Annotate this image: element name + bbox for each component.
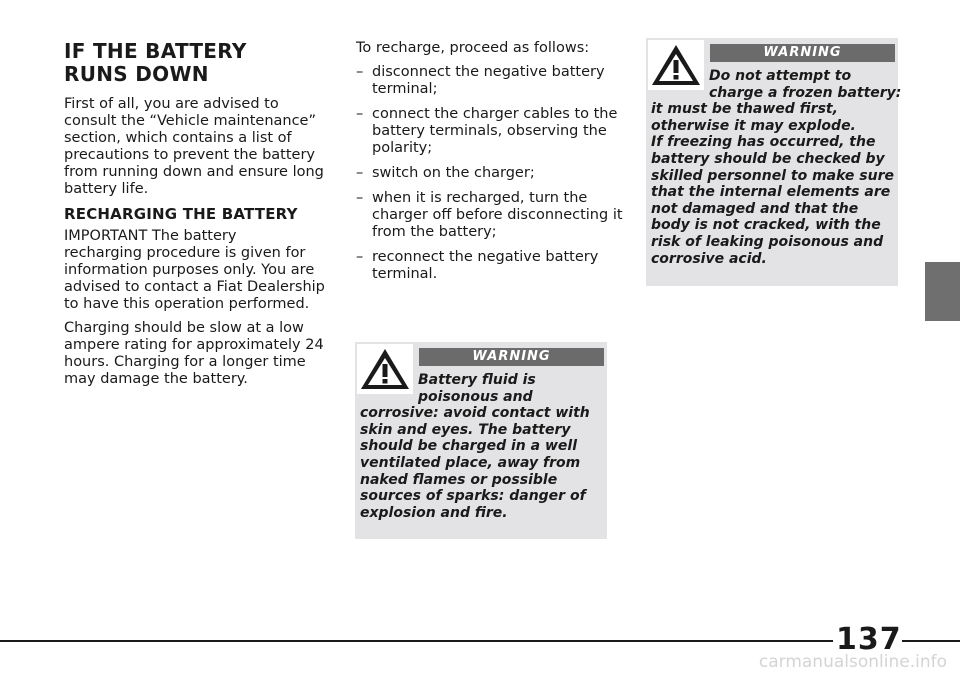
important-paragraph (64, 228, 325, 313)
left-column (64, 39, 325, 395)
text-line: precautions to prevent the battery (64, 147, 316, 163)
charging-paragraph (64, 320, 324, 388)
text-line: body is not cracked, with the (651, 217, 881, 234)
procedure-intro: To recharge, proceed as follows: (356, 40, 590, 56)
dash-bullet: – (356, 106, 364, 122)
procedure-steps (356, 64, 623, 283)
text-line: corrosive acid. (651, 250, 767, 267)
text-line: skin and eyes. The battery (360, 421, 571, 438)
warning-box-frozen-battery (646, 38, 902, 286)
text-line: when it is recharged, turn the (372, 190, 588, 206)
text-line: terminal. (372, 266, 438, 282)
watermark: carmanualsonline.info (758, 652, 947, 672)
text-line: consult the “Vehicle maintenance” (64, 113, 316, 129)
text-line: skilled personnel to make sure (651, 167, 895, 184)
warning-label: WARNING (710, 44, 895, 62)
text-line: terminal; (372, 81, 438, 97)
text-line: to have this operation performed. (64, 296, 310, 312)
dash-bullet: – (356, 190, 364, 206)
list-item (356, 64, 612, 98)
text-line: charger off before disconnecting it (372, 207, 623, 223)
list-item (356, 249, 612, 283)
text-line: charge a frozen battery: (709, 84, 902, 101)
text-line: section, which contains a list of (64, 130, 292, 146)
dash-bullet: – (356, 64, 364, 80)
text-line: risk of leaking poisonous and (651, 233, 884, 250)
title-line: RUNS DOWN (64, 62, 209, 86)
list-item (356, 165, 612, 182)
warning-text (651, 68, 902, 267)
text-line: ventilated place, away from (360, 454, 581, 471)
text-line: IMPORTANT The battery (64, 228, 237, 244)
text-line: polarity; (372, 140, 433, 156)
text-line: recharging procedure is given for (64, 245, 306, 261)
text-line: ampere rating for approximately 24 (64, 337, 324, 353)
text-line: Do not attempt to (709, 68, 852, 84)
text-line: naked flames or possible (360, 471, 558, 488)
text-line: may damage the battery. (64, 371, 248, 387)
text-line: explosion and fire. (360, 504, 508, 521)
text-line: from the battery; (372, 224, 497, 240)
text-line: disconnect the negative battery (372, 64, 605, 80)
text-line: advised to contact a Fiat Dealership (64, 279, 325, 295)
dash-bullet: – (356, 249, 364, 265)
text-line: poisonous and (418, 388, 533, 405)
subheading: RECHARGING THE BATTERY (64, 205, 298, 223)
warning-text (360, 372, 601, 521)
footer-rule (902, 640, 960, 642)
text-line: not damaged and that the (651, 200, 859, 217)
text-line: If freezing has occurred, the (651, 134, 876, 151)
warning-label: WARNING (419, 348, 604, 366)
text-line: battery should be checked by (651, 150, 885, 167)
text-line: should be charged in a well (360, 438, 577, 455)
text-line: hours. Charging for a longer time (64, 354, 306, 370)
text-line: battery life. (64, 181, 149, 197)
chapter-tab (925, 262, 960, 321)
text-line: corrosive: avoid contact with (360, 405, 590, 422)
list-item (356, 106, 618, 157)
text-line: First of all, you are advised to (64, 96, 279, 112)
page-number: 137 (836, 622, 902, 657)
warning-box-battery-fluid (355, 342, 607, 539)
text-line: from running down and ensure long (64, 164, 324, 180)
text-line: information purposes only. You are (64, 262, 315, 278)
text-line: connect the charger cables to the (372, 106, 618, 122)
text-line: Battery fluid is (418, 372, 536, 388)
text-line: switch on the charger; (372, 165, 535, 181)
text-line: sources of sparks: danger of (360, 488, 586, 505)
text-line: it must be thawed first, (651, 101, 838, 118)
footer-rule (0, 640, 833, 642)
middle-column (356, 40, 623, 291)
text-line: reconnect the negative battery (372, 249, 599, 265)
text-line: that the internal elements are (651, 184, 891, 201)
title-line: IF THE BATTERY (64, 39, 247, 63)
text-line: Charging should be slow at a low (64, 320, 304, 336)
section-title (64, 40, 320, 86)
text-line: otherwise it may explode. (651, 117, 856, 134)
list-item (356, 190, 623, 241)
dash-bullet: – (356, 165, 364, 181)
intro-paragraph (64, 96, 324, 198)
text-line: battery terminals, observing the (372, 123, 607, 139)
